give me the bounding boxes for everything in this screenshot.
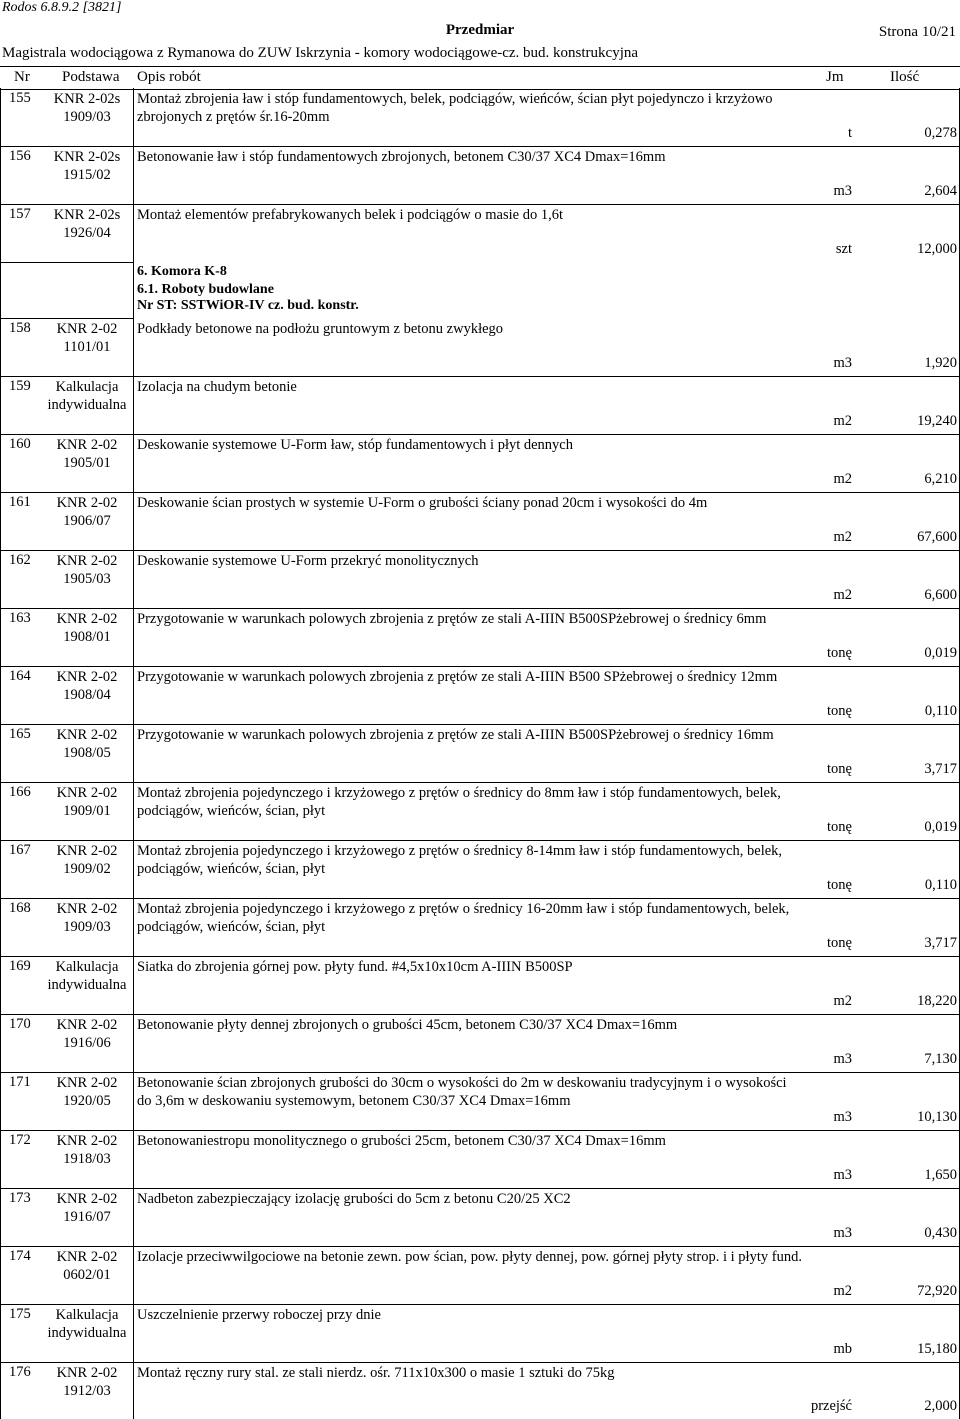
table-row [0, 1246, 960, 1304]
row-podstawa: Kalkulacja indywidualna [47, 379, 127, 413]
row-number: 163 [9, 610, 31, 626]
row-description: Deskowanie ścian prostych w systemie U-Form o grubości ściany ponad 20cm i wysokości do 4m [137, 495, 708, 511]
table-row [0, 1014, 960, 1072]
table-row [0, 898, 960, 956]
row-description: Przygotowanie w warunkach polowych zbrojenia z prętów ze stali A-IIIN B500 SPżebrowej o średnicy 12mm [137, 669, 778, 685]
row-description: Montaż zbrojenia pojedynczego i krzyżowego z prętów o średnicy 16-20mm ław i stóp fundamentowych, belek, podciągów, wieńców, ścian, płyt [137, 901, 790, 935]
row-description: Montaż ręczny rury stal. ze stali nierdz. ośr. 711x10x300 o masie 1 sztuki do 75kg [137, 1365, 615, 1381]
table-row [0, 318, 960, 376]
row-podstawa: KNR 2-02 1909/02 [56, 843, 118, 877]
table-row [0, 1072, 960, 1130]
row-description: Przygotowanie w warunkach polowych zbrojenia z prętów ze stali A-IIIN B500SPżebrowej o średnicy 6mm [137, 611, 767, 627]
row-podstawa: KNR 2-02 1906/07 [56, 495, 118, 529]
row-description: Przygotowanie w warunkach polowych zbrojenia z prętów ze stali A-IIIN B500SPżebrowej o średnicy 16mm [137, 727, 774, 743]
program-version: Rodos 6.8.9.2 [3821] [2, 0, 122, 15]
row-quantity: 2,604 [924, 183, 957, 199]
row-unit: przejść [810, 1398, 852, 1414]
table-row [0, 204, 960, 262]
table-row [0, 724, 960, 782]
row-unit: tonę [827, 761, 852, 777]
row-quantity: 0,019 [924, 645, 957, 661]
row-podstawa: KNR 2-02 1918/03 [56, 1133, 118, 1167]
row-unit: m3 [833, 355, 852, 371]
table-row [0, 608, 960, 666]
row-number: 162 [9, 552, 31, 568]
table-row [0, 1130, 960, 1188]
row-quantity: 0,278 [924, 125, 957, 141]
row-quantity: 3,717 [924, 761, 957, 777]
row-number: 156 [9, 148, 31, 164]
row-description: Betonowaniestropu monolitycznego o grubości 25cm, betonem C30/37 XC4 Dmax=16mm [137, 1133, 666, 1149]
row-number: 155 [9, 90, 31, 106]
row-number: 174 [9, 1248, 31, 1264]
row-podstawa: KNR 2-02 1912/03 [56, 1365, 118, 1399]
row-description: Nadbeton zabezpieczający izolację grubości do 5cm z betonu C20/25 XC2 [137, 1191, 571, 1207]
row-podstawa: KNR 2-02 1908/05 [56, 727, 118, 761]
table-row [0, 376, 960, 434]
col-jm-header: Jm [826, 69, 844, 85]
row-unit: tonę [827, 935, 852, 951]
row-quantity: 0,110 [924, 877, 957, 893]
row-quantity: 3,717 [924, 935, 957, 951]
row-podstawa: KNR 2-02s 1909/03 [53, 91, 121, 125]
row-podstawa: KNR 2-02 0602/01 [56, 1249, 118, 1283]
row-unit: szt [835, 241, 852, 257]
row-podstawa: KNR 2-02 1908/01 [56, 611, 118, 645]
section-komora: 6. Komora K-8 [137, 264, 227, 279]
row-unit: m2 [833, 993, 852, 1009]
project-name: Magistrala wodociągowa z Rymanowa do ZUW Iskrzynia - komory wodociągowe-cz. bud. konstrukcyjna [2, 45, 639, 61]
row-podstawa: Kalkulacja indywidualna [47, 1307, 127, 1341]
col-nr-header: Nr [14, 69, 30, 85]
row-description: Montaż elementów prefabrykowanych belek i podciągów o masie do 1,6t [137, 207, 564, 223]
row-description: Podkłady betonowe na podłożu gruntowym z betonu zwykłego [137, 321, 504, 337]
row-quantity: 72,920 [917, 1283, 957, 1299]
row-unit: mb [833, 1341, 852, 1357]
row-unit: m3 [833, 1167, 852, 1183]
row-number: 170 [9, 1016, 31, 1032]
table-row [0, 956, 960, 1014]
row-podstawa: KNR 2-02 1916/07 [56, 1191, 118, 1225]
row-unit: tonę [827, 703, 852, 719]
row-unit: m3 [833, 183, 852, 199]
row-quantity: 0,110 [924, 703, 957, 719]
table-row [0, 550, 960, 608]
row-number: 157 [9, 206, 31, 222]
row-quantity: 1,650 [924, 1167, 957, 1183]
row-quantity: 15,180 [917, 1341, 957, 1357]
table-row [0, 434, 960, 492]
section-nrst: Nr ST: SSTWiOR-IV cz. bud. konstr. [137, 298, 359, 313]
table-row [0, 840, 960, 898]
page-title: Przedmiar [445, 22, 515, 38]
row-quantity: 18,220 [917, 993, 957, 1009]
row-quantity: 2,000 [924, 1398, 957, 1414]
row-quantity: 67,600 [917, 529, 957, 545]
row-number: 171 [9, 1074, 31, 1090]
row-number: 173 [9, 1190, 31, 1206]
row-number: 175 [9, 1306, 31, 1322]
row-number: 159 [9, 378, 31, 394]
table-row [0, 492, 960, 550]
row-number: 164 [9, 668, 31, 684]
row-podstawa: KNR 2-02 1905/01 [56, 437, 118, 471]
row-number: 166 [9, 784, 31, 800]
table-row [0, 1304, 960, 1362]
row-podstawa: Kalkulacja indywidualna [47, 959, 127, 993]
row-unit: tonę [827, 877, 852, 893]
table-row [0, 666, 960, 724]
row-quantity: 19,240 [917, 413, 957, 429]
row-unit: m2 [833, 1283, 852, 1299]
page-number: Strona 10/21 [878, 24, 956, 40]
row-podstawa: KNR 2-02s 1915/02 [53, 149, 121, 183]
table-row [0, 88, 960, 146]
row-quantity: 10,130 [917, 1109, 957, 1125]
row-unit: m2 [833, 413, 852, 429]
row-unit: m2 [833, 529, 852, 545]
row-separator [0, 262, 133, 263]
row-number: 160 [9, 436, 31, 452]
row-unit: t [847, 125, 852, 141]
column-headers [0, 66, 960, 90]
col-ilosc-header: Ilość [890, 69, 920, 85]
row-number: 158 [9, 320, 31, 336]
row-number: 167 [9, 842, 31, 858]
row-quantity: 6,210 [924, 471, 957, 487]
row-number: 165 [9, 726, 31, 742]
row-podstawa: KNR 2-02 1909/03 [56, 901, 118, 935]
row-podstawa: KNR 2-02 1905/03 [56, 553, 118, 587]
table-row [0, 1188, 960, 1246]
row-number: 168 [9, 900, 31, 916]
row-number: 161 [9, 494, 31, 510]
col-opis-header: Opis robót [137, 69, 201, 85]
row-quantity: 1,920 [924, 355, 957, 371]
row-description: Deskowanie systemowe U-Form przekryć monolitycznych [137, 553, 479, 569]
row-quantity: 6,600 [924, 587, 957, 603]
row-description: Montaż zbrojenia ław i stóp fundamentowych, belek, podciągów, wieńców, ścian płyt pojedynczo i krzyżowo zbrojonych z prętów śr.16-20mm [137, 91, 773, 125]
row-description: Montaż zbrojenia pojedynczego i krzyżowego z prętów o średnicy 8-14mm ław i stóp fundamentowych, belek, podciągów, wieńców, ścian, płyt [137, 843, 783, 877]
row-podstawa: KNR 2-02 1916/06 [56, 1017, 118, 1051]
row-unit: m3 [833, 1109, 852, 1125]
row-description: Montaż zbrojenia pojedynczego i krzyżowego z prętów o średnicy do 8mm ław i stóp fundamentowych, belek, podciągów, wieńców, ścian, płyt [137, 785, 781, 819]
row-podstawa: KNR 2-02 1101/01 [56, 321, 118, 355]
row-description: Betonowanie płyty dennej zbrojonych o grubości 45cm, betonem C30/37 XC4 Dmax=16mm [137, 1017, 678, 1033]
row-unit: m2 [833, 471, 852, 487]
row-podstawa: KNR 2-02 1908/04 [56, 669, 118, 703]
row-unit: tonę [827, 645, 852, 661]
row-description: Siatka do zbrojenia górnej pow. płyty fund. #4,5x10x10cm A-IIIN B500SP [137, 959, 573, 975]
row-quantity: 0,430 [924, 1225, 957, 1241]
row-description: Izolacja na chudym betonie [137, 379, 297, 395]
row-description: Uszczelnienie przerwy roboczej przy dnie [137, 1307, 381, 1323]
row-number: 169 [9, 958, 31, 974]
row-unit: m3 [833, 1225, 852, 1241]
table-row [0, 146, 960, 204]
row-podstawa: KNR 2-02 1920/05 [56, 1075, 118, 1109]
row-quantity: 7,130 [924, 1051, 957, 1067]
col-podstawa-header: Podstawa [62, 69, 120, 85]
row-podstawa: KNR 2-02s 1926/04 [53, 207, 121, 241]
row-number: 176 [9, 1364, 31, 1380]
table-row [0, 782, 960, 840]
row-unit: m2 [833, 587, 852, 603]
row-number: 172 [9, 1132, 31, 1148]
row-unit: tonę [827, 819, 852, 835]
row-description: Betonowanie ław i stóp fundamentowych zbrojonych, betonem C30/37 XC4 Dmax=16mm [137, 149, 666, 165]
row-unit: m3 [833, 1051, 852, 1067]
row-description: Deskowanie systemowe U-Form ław, stóp fundamentowych i płyt dennych [137, 437, 573, 453]
row-podstawa: KNR 2-02 1909/01 [56, 785, 118, 819]
table-row [0, 1362, 960, 1419]
section-roboty: 6.1. Roboty budowlane [137, 282, 274, 297]
row-quantity: 0,019 [924, 819, 957, 835]
row-description: Betonowanie ścian zbrojonych grubości do 30cm o wysokości do 2m w deskowaniu tradycyjnym i o wysokości do 3,6m w deskowaniu systemowym, betonem C30/37 XC4 Dmax=16mm [137, 1075, 787, 1109]
row-quantity: 12,000 [917, 241, 957, 257]
row-description: Izolacje przeciwwilgociowe na betonie zewn. pow ścian, pow. płyty dennej, pow. górnej płyty strop. i i płyty fund. [137, 1249, 802, 1265]
